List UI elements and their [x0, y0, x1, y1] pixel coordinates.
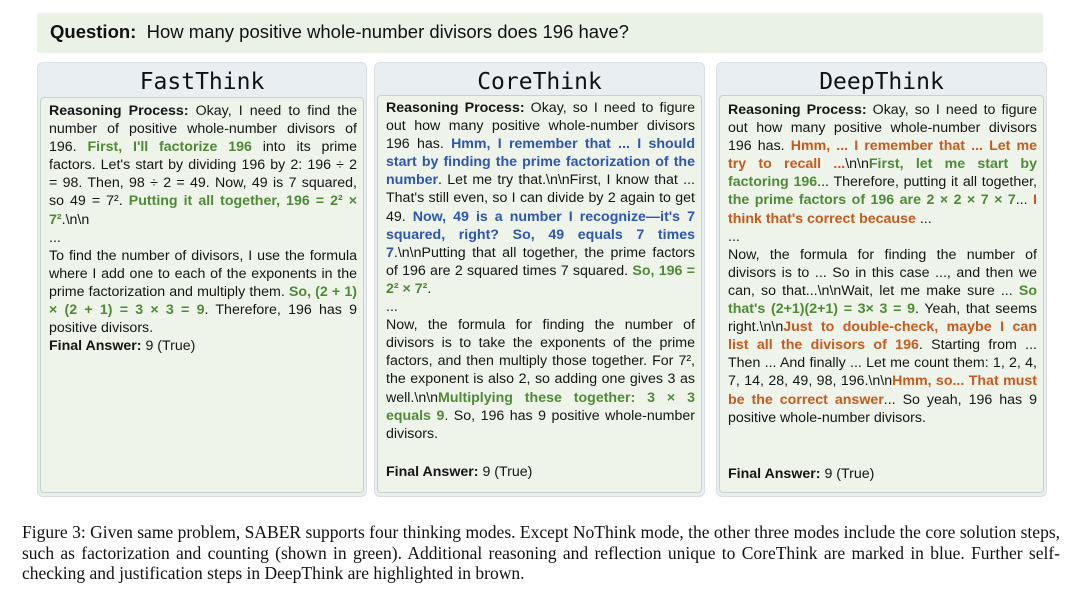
- final-answer-label: Final Answer:: [386, 464, 479, 480]
- deepthink-check-text: Just to double-check, maybe I can list all the divisors of 196: [728, 319, 1037, 354]
- reasoning-segment: ...: [728, 228, 740, 245]
- reasoning-segment: .\n\nPutting that all together, the prime factors of 196 are 2 squared times 7 squared.: [386, 244, 695, 279]
- reasoning-segment: Okay, so I need to figure out how many positive whole-number divisors 196 has.: [728, 102, 1038, 155]
- reasoning-body: [728, 102, 1037, 426]
- reasoning-segment: To find the number of divisors, I use the formula where I add one to each of the exponents in the prime factorization and multiply them.: [49, 247, 357, 300]
- panel-deepthink: [716, 62, 1047, 497]
- reasoning-segment: . Therefore, 196 has 9 positive divisors.: [49, 302, 357, 337]
- reasoning-segment: ...: [386, 299, 398, 316]
- question-label: Question:: [50, 21, 137, 42]
- reasoning-segment: . Let me try that.\n\nFirst, I know that ... That's still even, so I can divide by 2 again to get 49.: [386, 172, 695, 225]
- panel-fastthink: [37, 62, 367, 497]
- reasoning-segment: ... So yeah, 196 has 9 positive whole-number divisors.: [728, 391, 1037, 426]
- corethink-reasoning-text: Hmm, I remember that ... I should start by finding the prime factorization of the number: [386, 136, 696, 189]
- core-step-text: First, I'll factorize 196: [87, 139, 252, 156]
- final-answer: [728, 465, 874, 483]
- final-answer-value: 9 (True): [482, 464, 533, 480]
- core-step-text: So, (2 + 1) × (2 + 1) = 3 × 3 = 9: [49, 283, 357, 319]
- reasoning-segment: ...: [49, 229, 61, 246]
- reasoning-segment: . Yeah, that seems right.\n\n: [728, 301, 1037, 336]
- final-answer: [386, 463, 532, 481]
- reasoning-segment: Now, the formula for finding the number of divisors is to take the exponents of the prime factors, and then multiply those together. For 7², the exponent is also 2, so adding one gives 3 as well.\n\n: [386, 317, 695, 406]
- panel-title: CoreThink: [477, 69, 602, 95]
- deepthink-check-text: Hmm, ... I remember that ... Let me try to recall ...: [728, 138, 1037, 173]
- reasoning-body: [386, 100, 695, 442]
- panel-title: DeepThink: [819, 69, 944, 95]
- reasoning-segment: Okay, so I need to figure out how many positive whole-number divisors 196 has.: [386, 100, 696, 153]
- reasoning-box: [40, 97, 364, 493]
- reasoning-label: Reasoning Process:: [728, 102, 867, 118]
- panel-corethink: [374, 62, 705, 497]
- reasoning-box: [377, 95, 702, 493]
- core-step-text: the prime factors of 196 are 2 × 2 × 7 × 7: [728, 192, 1016, 209]
- final-answer-value: 9 (True): [145, 338, 196, 355]
- final-answer-label: Final Answer:: [728, 466, 821, 482]
- reasoning-segment: .: [427, 280, 432, 297]
- question-bar: [37, 13, 1043, 53]
- core-step-text: So, 196 = 2² × 7²: [386, 262, 695, 297]
- reasoning-segment: .\n\n: [61, 211, 90, 228]
- figure-caption: Figure 3: Given same problem, SABER supports four thinking modes. Except NoThink mode, the other three modes include the core solution steps, such as factorization and counting (shown in green). Additional reasoning and reflection unique to CoreThink are marked in blue. Further self-checking and justification steps in DeepThink are highlighted in brown.: [22, 522, 1060, 583]
- core-step-text: First, let me start by factoring 196: [728, 156, 1037, 191]
- reasoning-box: [719, 95, 1044, 493]
- final-answer-label: Final Answer:: [49, 338, 142, 355]
- reasoning-segment: Okay, I need to find the number of positive whole-number divisors of 196.: [49, 103, 357, 156]
- reasoning-text: [728, 101, 1037, 427]
- deepthink-check-text: I think that's correct because: [728, 192, 1037, 227]
- deepthink-check-text: Hmm, so... That must be the correct answer: [728, 373, 1037, 408]
- reasoning-segment: . Starting from ... Then ... And finally ... Let me count them: 1, 2, 4, 7, 14, 28, 49, 98, 196.\n\n: [728, 337, 1037, 390]
- reasoning-segment: ...: [1015, 192, 1034, 209]
- final-answer: [49, 337, 357, 355]
- corethink-reasoning-text: Now, 49 is a number I recognize—it's 7 squared, right? So, 49 equals 7 times 7: [386, 208, 695, 261]
- reasoning-segment: ...: [915, 210, 932, 227]
- panel-title: FastThink: [139, 69, 265, 95]
- question-text: How many positive whole-number divisors does 196 have?: [146, 21, 629, 42]
- reasoning-segment: \n\n: [845, 156, 869, 173]
- core-step-text: Putting it all together, 196 = 2² × 7²: [49, 193, 358, 228]
- final-answer-value: 9 (True): [824, 466, 875, 482]
- reasoning-segment: ... Therefore, putting it all together,: [817, 174, 1037, 191]
- core-step-text: Multiplying these together: 3 × 3 equals 9: [386, 389, 695, 424]
- reasoning-text: [49, 102, 357, 355]
- reasoning-segment: Now, the formula for finding the number of divisors is to ... So in this case ..., and then we can, so that...\n\nWait, let me make sure ...: [728, 246, 1037, 299]
- reasoning-body: [49, 103, 357, 336]
- reasoning-label: Reasoning Process:: [49, 103, 189, 119]
- reasoning-label: Reasoning Process:: [386, 100, 525, 116]
- reasoning-segment: . So, 196 has 9 positive whole-number divisors.: [386, 407, 696, 442]
- reasoning-text: [386, 99, 695, 443]
- reasoning-segment: into its prime factors. Let's start by dividing 196 by 2: 196 ÷ 2 = 98. Then, 98 ÷ 2 = 49. Now, 49 is 7 squared, so 49 = 7².: [49, 139, 357, 210]
- core-step-text: So that's (2+1)(2+1) = 3× 3 = 9: [728, 282, 1037, 318]
